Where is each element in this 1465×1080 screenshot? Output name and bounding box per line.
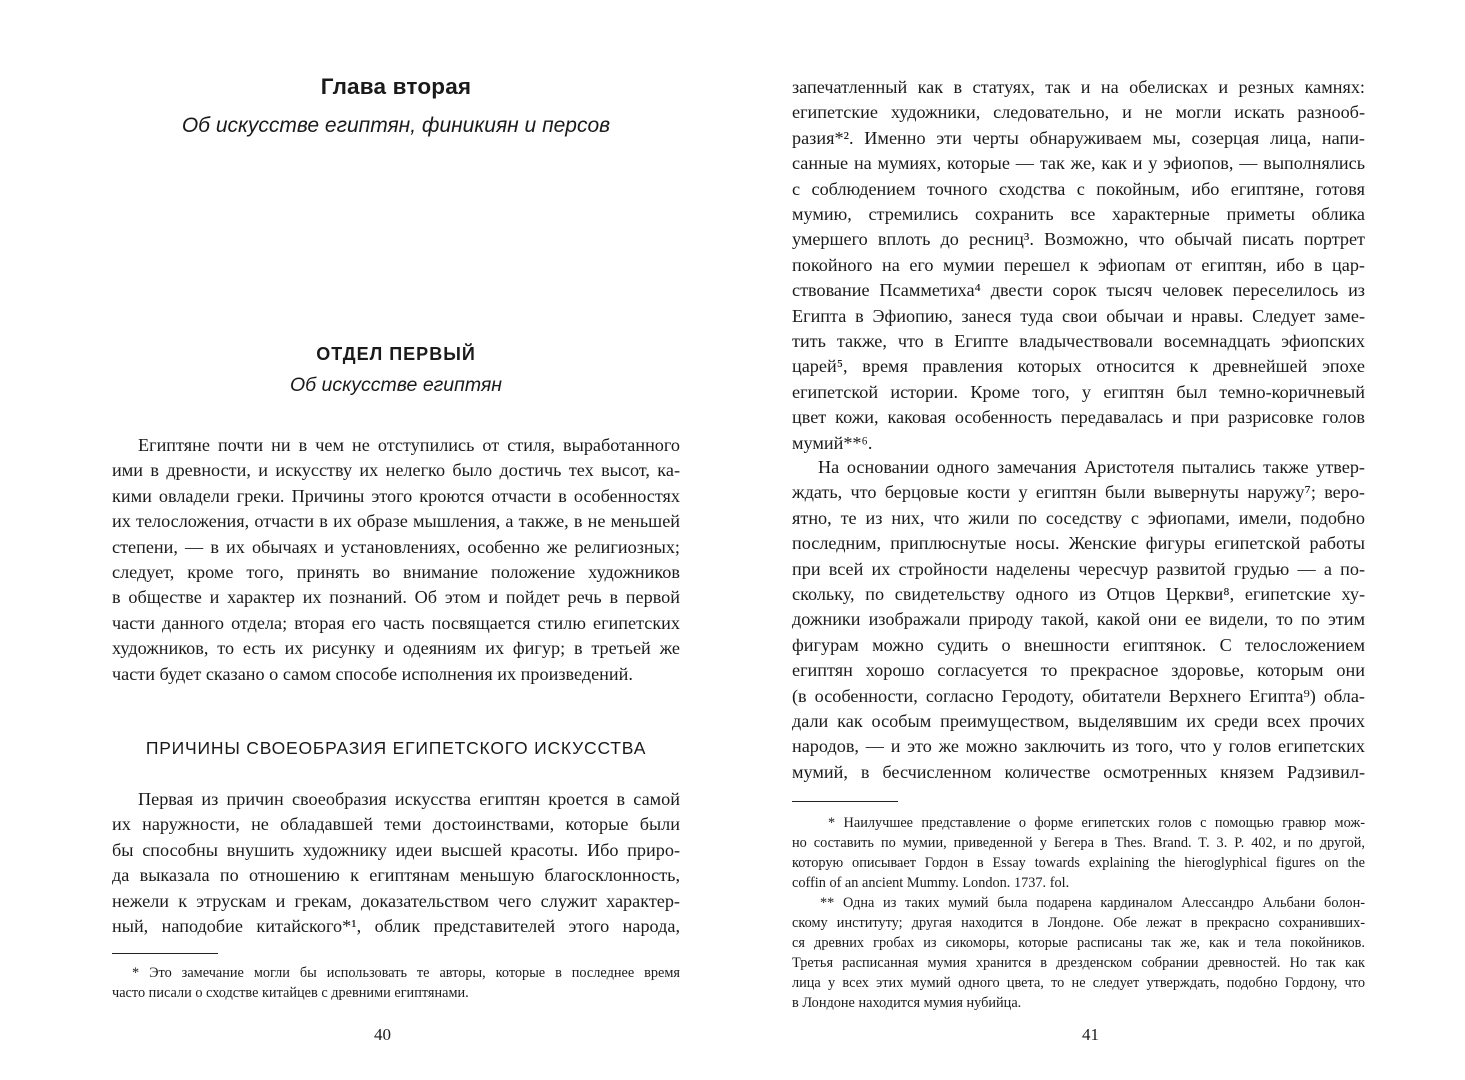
text-line: покойного на его мумии перешел к эфиопам от египтян, ибо в цар- [792,254,1365,275]
footnote-line: Третья расписанная мумия хранится в дрезденском собрании древностей. Но так как [792,955,1365,971]
text-line: народов, — и это же можно заключить из того, что у голов египетских [792,736,1365,757]
text-line: ими в древности, и искусству их нелегко было достичь тех высот, ка- [112,460,680,481]
right-page [792,0,1365,1080]
chapter-subtitle: Об искусстве египтян, финикиян и персов [181,114,611,137]
text-line: нежели к этрускам и грекам, доказательством чего служит характер- [112,890,680,911]
text-line: степени, — в их обычаях и установлениях, особенно же религиозных; [112,536,680,557]
text-line: разия*². Именно эти черты обнаруживаем мы, созерцая лица, напи- [792,127,1365,148]
page-number: 41 [1082,1025,1099,1044]
footnote-line: но составить по мумии, приведенной у Бегера в Thes. Brand. T. 3. P. 402, и по другой, [792,835,1365,851]
text-line: с соблюдением точного сходства с покойным, ибо египтяне, готовя [792,178,1365,199]
text-line: следует, кроме того, принять во внимание положение художников [112,562,680,583]
text-line: запечатленный как в статуях, так и на обелисках и резных камнях: [792,77,1365,97]
text-line: в обществе и характер их познаний. Об этом и пойдет речь в первой [112,587,680,608]
text-line: мумию, стремились сохранить все характерные приметы облика [792,204,1365,225]
paragraph-intro [112,433,680,687]
footnote-line: которую описывает Гордон в Essay towards explaining the hieroglyphical figures on the [792,855,1365,871]
footnote-line: ** Одна из таких мумий была подарена кардиналом Алессандро Альбани болон- [820,895,1365,911]
left-page [112,0,680,1080]
footnote [112,963,680,1003]
footnote [792,893,1365,1013]
text-line: ствование Псамметиха⁴ двести сорок тысяч человек переселилось из [792,280,1365,301]
section-title: ОТДЕЛ ПЕРВЫЙ [316,344,476,364]
text-line: художников, то есть их рисунку и одеяниям их фигур; в третьей же [112,638,680,659]
text-line: санные на мумиях, которые — так же, как и у эфиопов, — выполнялись [792,153,1365,174]
text-line: мумий**⁶. [792,432,873,453]
text-line: да выказала по отношению к египтянам меньшую благосклонность, [112,865,680,886]
text-line: дали как особым преимуществом, выделявшим их среди всех прочих [792,711,1365,732]
text-line: Египтяне почти ни в чем не отступились от стиля, выработанного [138,435,680,455]
text-line: тить также, что в Египте владычествовали восемнадцать эфиопских [792,331,1365,352]
text-line: мумий, в бесчисленном количестве осмотренных князем Радзивил- [792,761,1365,782]
subheading: ПРИЧИНЫ СВОЕОБРАЗИЯ ЕГИПЕТСКОГО ИСКУССТВА [145,738,647,758]
text-line: фигурам можно судить о внешности египтянок. С телосложением [792,634,1365,655]
footnote-line: в Лондоне находится мумия нубийца. [792,995,1022,1011]
text-line: бы способны внушить художнику идеи высшей красоты. Ибо приро- [112,839,680,860]
text-line: египтян хорошо согласуется то прекрасное здоровье, которым они [792,660,1365,681]
section-subtitle: Об искусстве египтян [289,374,503,396]
text-line: части данного отдела; вторая его часть посвящается стилю египетских [112,612,680,633]
text-line: их телосложения, отчасти в их образе мышления, а также, в не меньшей [112,511,680,532]
text-line: цвет кожи, каковая особенность передавалась и при разрисовке голов [792,407,1365,428]
footnote [792,813,1365,893]
text-line: царей⁵, время правления которых относится к древнейшей эпохе [792,356,1365,377]
chapter-title: Глава вторая [320,74,472,99]
text-line: при всей их стройности наделены чересчур развитой грудью — а по- [792,558,1365,579]
footnote-line: coffin of an ancient Mummy. London. 1737. fol. [792,875,1070,891]
text-line: части будет сказано о самом способе исполнения их произведений. [112,663,633,684]
footnote-line: * Наилучшее представление о форме египетских голов с помощью гравюр мож- [828,815,1365,831]
paragraph-causes [112,787,680,939]
text-line: их наружности, не обладавшей теми достоинствами, которые были [112,814,680,835]
paragraph-aristotle [792,455,1365,785]
footnote-rule [112,953,218,954]
text-line: скольку, по свидетельству одного из Отцов Церкви⁸, египетские ху- [792,584,1365,605]
text-line: египетской истории. Кроме того, у египтян был темно-коричневый [792,381,1365,402]
text-line: египетские художники, следовательно, и не могли искать разнооб- [792,102,1365,123]
text-line: умершего вплоть до ресниц³. Возможно, что обычай писать портрет [792,229,1365,250]
text-line: На основании одного замечания Аристотеля пытались также утвер- [818,457,1365,477]
text-line: Первая из причин своеобразия искусства египтян кроется в самой [138,789,680,809]
text-line: ный, наподобие китайского*¹, облик представителей этого народа, [112,916,680,937]
paragraph-continued [792,75,1365,456]
text-line: последним, приплюснутые носы. Женские фигуры египетской работы [792,533,1365,554]
footnote-line: часто писали о сходстве китайцев с древними египтянами. [112,985,469,1001]
text-line: (в особенности, согласно Геродоту, обитатели Верхнего Египта⁹) обла- [792,685,1365,706]
footnote-rule [792,801,898,802]
footnote-line: скому институту; другая находится в Лондоне. Обе лежат в прекрасно сохранивших- [792,915,1365,931]
footnote-line: * Это замечание могли бы использовать те авторы, которые в последнее время [132,965,680,981]
text-line: Египта в Эфиопию, занеся туда свои обычаи и нравы. Следует заме- [792,305,1365,326]
text-line: ждать, что берцовые кости у египтян были вывернуты наружу⁷; веро- [792,482,1365,503]
footnote-line: лица у всех этих мумий одного цвета, то не следует утверждать, подобно Гордону, что [792,975,1365,991]
text-line: ятно, те из них, что жили по соседству с эфиопами, имели, подобно [792,507,1365,528]
text-line: кими овладели греки. Причины этого кроются отчасти в особенностях [112,485,680,506]
text-line: дожники изображали природу такой, какой они ее видели, то по этим [792,609,1365,630]
page-number: 40 [374,1025,391,1044]
footnote-line: ся древних гробах из сикоморы, которые расписаны так же, как и тела покойников. [792,935,1365,951]
